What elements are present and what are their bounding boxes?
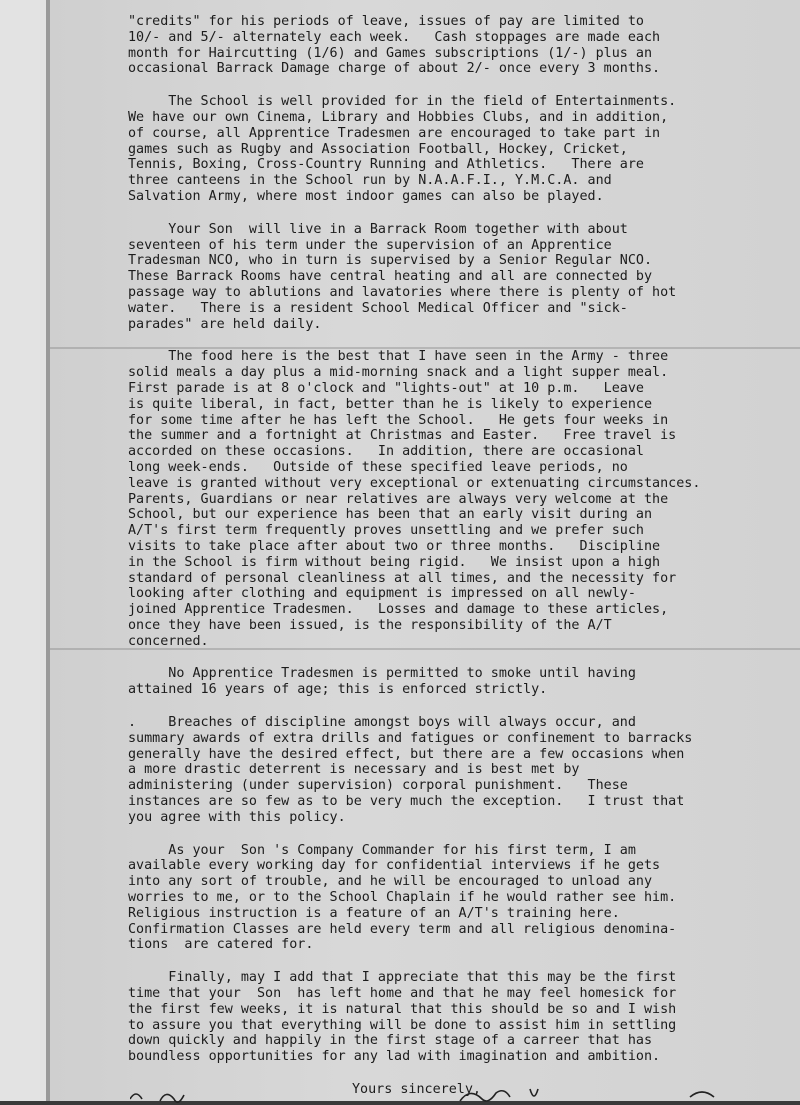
letter-line: parades" are held daily. [128,316,322,332]
letter-line: We have our own Cinema, Library and Hobbies Clubs, and in addition, [128,109,669,125]
letter-line: passage way to ablutions and lavatories where there is plenty of hot [128,284,677,300]
paragraph-smoking [128,666,772,698]
letter-line: leave is granted without very exceptional or extenuating circumstances. [128,475,701,491]
letter-line: solid meals a day plus a mid-morning snack and a light supper meal. [128,365,669,381]
letter-line: . Breaches of discipline amongst boys will always occur, and [128,715,636,731]
letter-line: long week-ends. Outside of these specified leave periods, no [128,459,628,475]
letter-line: No Apprentice Tradesmen is permitted to smoke until having [128,666,636,682]
handwritten-signature [130,1085,790,1105]
letter-line: Parents, Guardians or near relatives are always very welcome at the [128,491,669,507]
letter-line: a more drastic deterrent is necessary and is best met by [128,762,580,778]
letter-line: accorded on these occasions. In addition, there are occasional [128,444,644,460]
letter-line: into any sort of trouble, and he will be encouraged to unload any [128,874,653,890]
letter-line: generally have the desired effect, but there are a few occasions when [128,746,685,762]
letter-page [50,0,800,1101]
letter-line: Your Son will live in a Barrack Room together with about [128,221,628,237]
paper-fold-line [50,648,800,650]
letter-line: the first few weeks, it is natural that this should be so and I wish [128,1001,677,1017]
letter-line: The School is well provided for in the field of Entertainments. [128,94,677,110]
letter-line: These Barrack Rooms have central heating and all are connected by [128,269,653,285]
letter-line: water. There is a resident School Medical Officer and "sick- [128,300,628,316]
letter-line: seventeen of his term under the supervision of an Apprentice [128,237,612,253]
letter-line: games such as Rugby and Association Football, Hockey, Cricket, [128,141,628,157]
paragraph-pay [128,14,772,77]
letter-line: joined Apprentice Tradesmen. Losses and damage to these articles, [128,602,669,618]
letter-line: available every working day for confidential interviews if he gets [128,858,661,874]
letter-line: First parade is at 8 o'clock and "lights-out" at 10 p.m. Leave [128,380,644,396]
letter-line: looking after clothing and equipment is impressed on all newly- [128,586,636,602]
letter-line: Tennis, Boxing, Cross-Country Running and Athletics. There are [128,157,644,173]
letter-line: you agree with this policy. [128,809,346,825]
paragraph-entertainments [128,94,772,205]
letter-line: 10/- and 5/- alternately each week. Cash stoppages are made each [128,29,661,45]
letter-line: month for Haircutting (1/6) and Games subscriptions (1/-) plus an [128,45,653,61]
page-left-margin [0,0,48,1101]
letter-line: Religious instruction is a feature of an A/T's training here. [128,905,620,921]
letter-line: tions are catered for. [128,937,314,953]
paragraph-company-commander [128,843,772,954]
letter-line: Finally, may I add that I appreciate that this may be the first [128,970,677,986]
letter-line: standard of personal cleanliness at all times, and the necessity for [128,570,677,586]
paragraph-food-leave-discipline [128,349,772,649]
letter-line: concerned. [128,633,209,649]
letter-line: three canteens in the School run by N.A.A.F.I., Y.M.C.A. and [128,173,612,189]
letter-line: once they have been issued, is the responsibility of the A/T [128,617,612,633]
letter-line: summary awards of extra drills and fatigues or confinement to barracks [128,730,693,746]
letter-line: attained 16 years of age; this is enforced strictly. [128,682,548,698]
letter-line: A/T's first term frequently proves unsettling and we prefer such [128,523,644,539]
letter-line: visits to take place after about two or three months. Discipline [128,538,661,554]
letter-line: As your Son 's Company Commander for his first term, I am [128,842,636,858]
letter-line: time that your Son has left home and that he may feel homesick for [128,986,677,1002]
letter-line: administering (under supervision) corporal punishment. These [128,778,628,794]
letter-line: "credits" for his periods of leave, issues of pay are limited to [128,14,644,29]
letter-line: School, but our experience has been that an early visit during an [128,507,653,523]
letter-line: worries to me, or to the School Chaplain if he would rather see him. [128,890,677,906]
paragraph-barrack-room [128,222,772,333]
paragraph-punishment [128,715,772,826]
letter-line: in the School is firm without being rigid. We insist upon a high [128,554,661,570]
letter-line: of course, all Apprentice Tradesmen are encouraged to take part in [128,125,661,141]
paragraph-finally [128,970,772,1065]
paper-fold-line [50,347,800,349]
letter-line: instances are so few as to be very much the exception. I trust that [128,794,685,810]
letter-line: the summer and a fortnight at Christmas and Easter. Free travel is [128,428,677,444]
letter-line: Salvation Army, where most indoor games can also be played. [128,188,604,204]
letter-line: Confirmation Classes are held every term and all religious denomina- [128,921,677,937]
letter-line: The food here is the best that I have seen in the Army - three [128,349,669,365]
letter-line: boundless opportunities for any lad with imagination and ambition. [128,1049,661,1065]
letter-line: for some time after he has left the School. He gets four weeks in [128,412,669,428]
closing-line: Yours sincerely, [352,1082,481,1098]
letter-line: is quite liberal, in fact, better than he is likely to experience [128,396,653,412]
letter-line: Tradesman NCO, who in turn is supervised by a Senior Regular NCO. [128,253,653,269]
letter-line: occasional Barrack Damage charge of about 2/- once every 3 months. [128,61,661,77]
letter-line: to assure you that everything will be done to assist him in settling [128,1017,677,1033]
letter-line: down quickly and happily in the first stage of a carreer that has [128,1033,653,1049]
